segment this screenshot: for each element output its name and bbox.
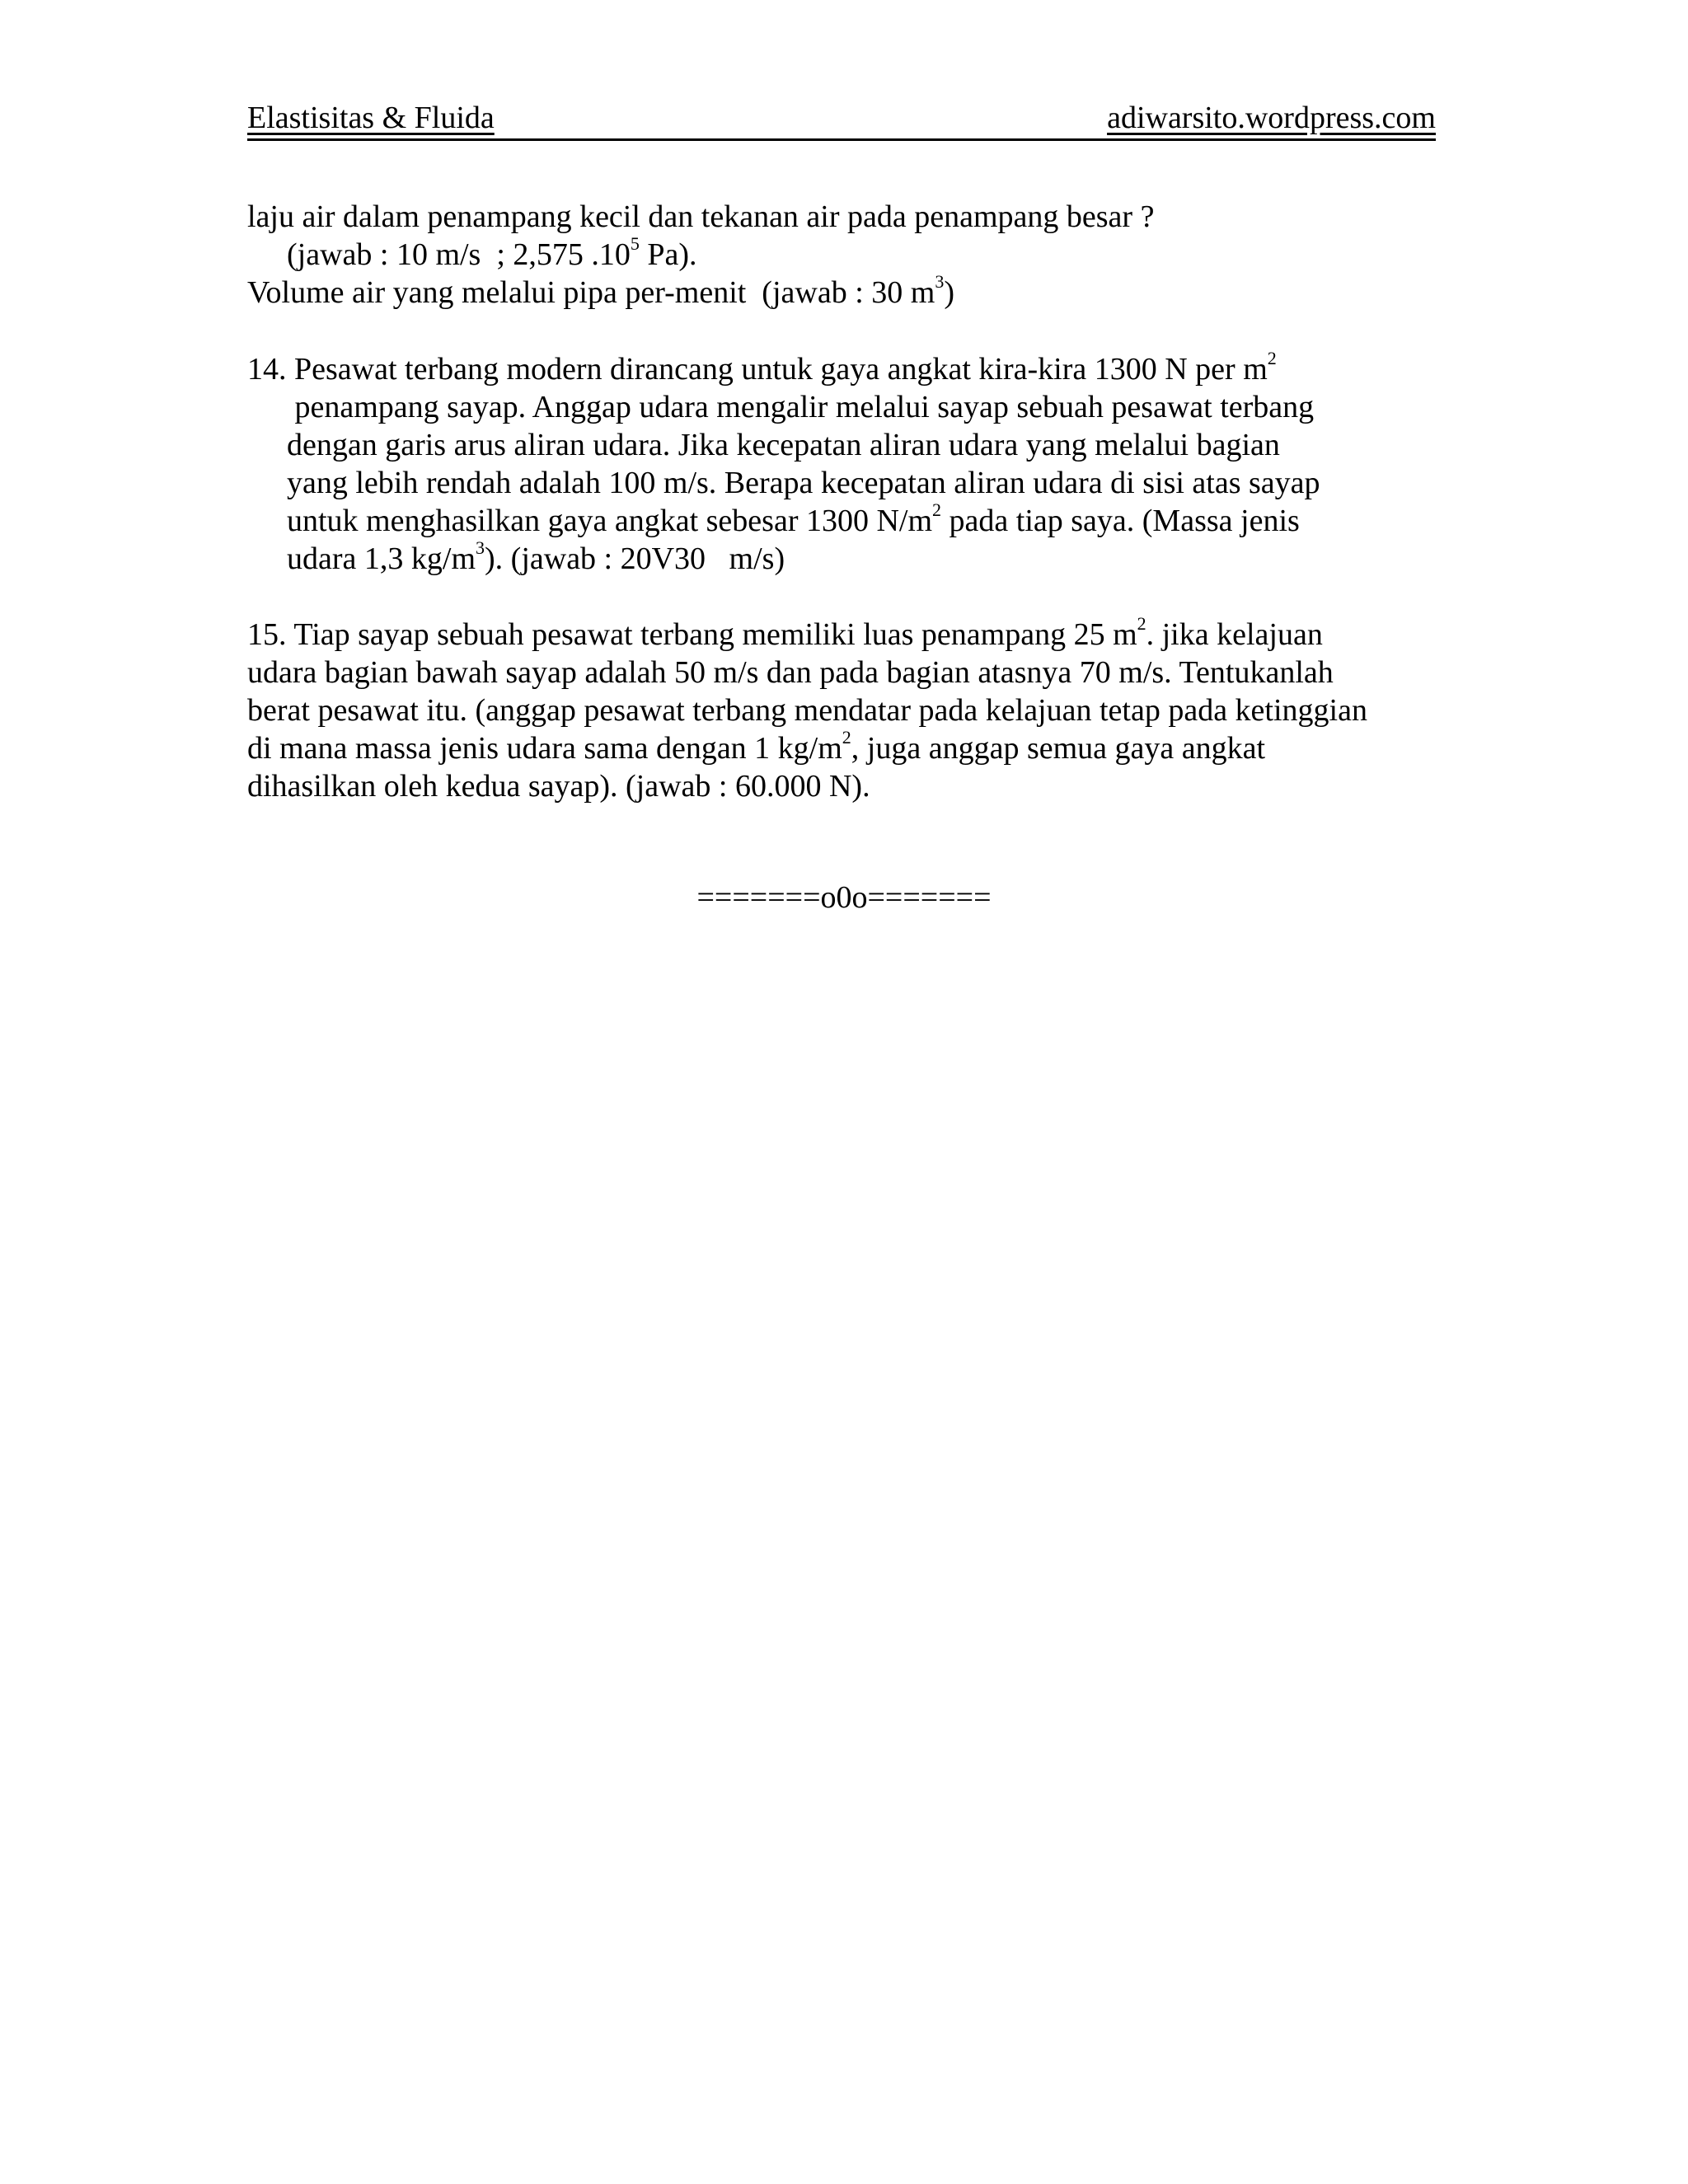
q13-line-2: (jawab : 10 m/s ; 2,575 $.10^5$ Pa). [287,233,697,272]
q14-line-1: 14. Pesawat terbang modern dirancang untuk gaya angkat kira-kira 1300 N per $m^2$ [247,348,1277,387]
q15-line-2: udara bagian bawah sayap adalah 50 m/s dan pada bagian atasnya 70 m/s. Tentukanlah [247,655,1334,690]
page-header [247,97,1436,141]
q14-line-4: yang lebih rendah adalah 100 m/s. Berapa kecepatan aliran udara di sisi atas sayap [287,466,1320,500]
q14-line-6: udara 1,3 $kg/m^3$). (jawab : 20V30 m/s) [287,537,785,576]
q15-line-5: dihasilkan oleh kedua sayap). (jawab : 60.000 N). [247,769,870,804]
header-website: adiwarsito.wordpress.com [1107,101,1436,135]
q14-line-5: untuk menghasilkan gaya angkat sebesar 1300 $N/m^2$ pada tiap saya. (Massa jenis [287,499,1300,538]
section-end-divider: =======o0o======= [696,880,992,915]
q13-line-1: laju air dalam penampang kecil dan tekanan air pada penampang besar ? [247,199,1155,234]
q13-line-3: Volume air yang melalui pipa per-menit (jawab : 30 $m^3$) [247,271,954,310]
q14-line-2: penampang sayap. Anggap udara mengalir melalui sayap sebuah pesawat terbang [287,390,1315,424]
q15-line-3: berat pesawat itu. (anggap pesawat terbang mendatar pada kelajuan tetap pada ketinggian [247,693,1367,728]
q15-line-4: di mana massa jenis udara sama dengan 1 $kg/m^2$, juga anggap semua gaya angkat [247,727,1266,766]
header-title: Elastisitas & Fluida [247,101,495,135]
q15-line-1: 15. Tiap sayap sebuah pesawat terbang memiliki luas penampang 25 $m^2$. jika kelajuan [247,613,1323,652]
q14-line-3: dengan garis arus aliran udara. Jika kecepatan aliran udara yang melalui bagian [287,428,1280,462]
